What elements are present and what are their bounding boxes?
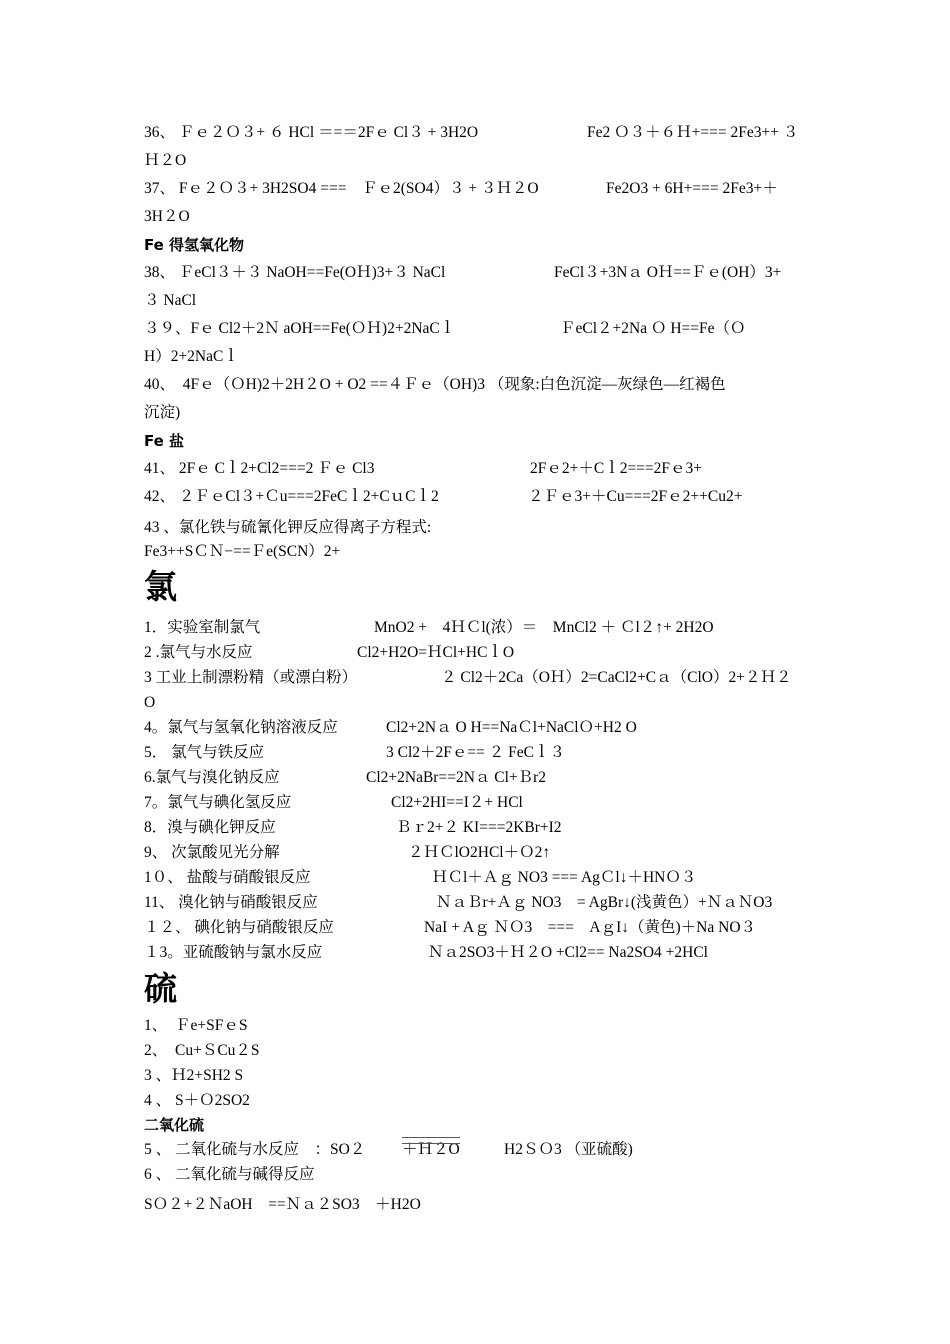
reaction-42-right: ２Ｆｅ3+＋Cu===2Fｅ2++Cu2+ xyxy=(528,488,743,505)
chlorine-reaction-equation: 3 Cl2＋2Fｅ== ２ FeCｌ３ xyxy=(386,744,565,761)
chlorine-reaction-label: 4。氯气与氢氧化钠溶液反应 xyxy=(144,719,338,736)
reaction-37-cont: 3H２O xyxy=(144,208,190,225)
chlorine-reaction-label: 9、 次氯酸见光分解 xyxy=(144,844,280,861)
heading-sulfur-dioxide: 二氧化硫 xyxy=(144,1116,205,1134)
chlorine-reaction-label: 8．溴与碘化钾反应 xyxy=(144,819,276,836)
chlorine-reaction-label: O xyxy=(144,694,156,711)
chlorine-reaction-equation: NaI + Aｇ ＮＯ3 === AｇI↓（黄色)＋Na NO３ xyxy=(424,919,757,936)
chlorine-reaction-label: 6.氯气与溴化钠反应 xyxy=(144,769,280,786)
reaction-38-right: FeCl３+3Nａ OＨ==Ｆｅ(OH）3+ xyxy=(554,264,782,281)
chlorine-reaction-equation: ＮａＢr+Ａｇ NO3 = AgBr↓(浅黄色）+ＮａＮO3 xyxy=(436,894,773,911)
reaction-37-right: Fe2O3 + 6H+=== 2Fe3+＋ xyxy=(606,180,778,197)
chlorine-reaction-equation: Cl2+H2O=ＨCl+HCｌO xyxy=(357,644,515,661)
chlorine-reaction-equation: Cl2+2Nａ O H==NaＣl+NaClＯ+H2 O xyxy=(386,719,637,736)
chlorine-reaction-equation: Ｂｒ2+２ KI===2KBr+I2 xyxy=(396,819,562,836)
reaction-37-left: 37、 Fｅ２Ｏ３+ 3H2SO4 === Ｆｅ2(SO4）３ + ３Ｈ２O xyxy=(144,180,539,197)
reaction-43: 43 、氯化铁与硫氰化钾反应得离子方程式: xyxy=(144,519,432,536)
reaction-36-left: 36、 Ｆｅ２Ｏ３+ ６ HCl ＝=＝2Fｅ Cl３ + 3H2O xyxy=(144,124,479,141)
reaction-42-left: 42、 ２ＦｅCl３+Ｃu===2FeCｌ2+CｕCｌ2 xyxy=(144,488,439,505)
sulfur-reaction: 3 、Ｈ2+SH2 S xyxy=(144,1067,244,1084)
heading-sulfur: 硫 xyxy=(144,969,177,1008)
heading-fe-salt: Fe 盐 xyxy=(144,432,185,450)
chlorine-reaction-equation: ＨＣl＋Ａｇ NO3 === AgＣl↓＋HNＯ３ xyxy=(432,869,697,886)
chlorine-reaction-label: 3 工业上制漂粉精（或漂白粉） xyxy=(144,669,358,686)
reaction-39-right: ＦeCl２+2Na Ｏ H==Fe（Ｏ xyxy=(560,320,746,337)
reaction-so2-base-equation: SＯ２+２ＮaOH ==Ｎａ２SO3 ＋H2O xyxy=(144,1196,421,1213)
reversible-arrow-icon xyxy=(402,1140,460,1160)
reaction-40: 40、 4Fｅ（ＯH)2＋2H２O + O2 ==４Ｆｅ（OH)3 （现象:白色沉淀—灰绿色—红褐色 xyxy=(144,376,726,393)
chlorine-reaction-label: 7。氯气与碘化氢反应 xyxy=(144,794,292,811)
heading-fe-hydroxide: Fe 得氢氧化物 xyxy=(144,236,245,254)
reaction-39-cont: H）2+2NaCｌ xyxy=(144,348,239,365)
reaction-so2-water-reagent xyxy=(402,1140,460,1160)
reaction-so2-water-left: 5 、 二氧化硫与水反应 ：SO２ xyxy=(144,1141,366,1158)
chlorine-reaction-label: １3。亚硫酸钠与氯水反应 xyxy=(144,944,323,961)
heading-chlorine: 氯 xyxy=(144,567,177,606)
chlorine-reaction-equation: ２ Cl2＋2Ca（OＨ）2=CaCl2+Cａ（ClO）2+２Ｈ２ xyxy=(441,669,792,686)
chlorine-reaction-label: 1０、 盐酸与硝酸银反应 xyxy=(144,869,311,886)
chlorine-reaction-equation: MnO2 + 4ＨＣl(浓）＝ MnCl2 ＋ Ｃl２↑+ 2H2O xyxy=(374,619,714,636)
reaction-40-cont: 沉淀) xyxy=(144,404,181,421)
reaction-39-left: ３９、Fｅ Cl2＋2Ｎ aOH==Fe(ＯＨ)2+2NaCｌ xyxy=(144,320,456,337)
reaction-41-right: 2Fｅ2+＋Cｌ2===2Fｅ3+ xyxy=(530,460,703,477)
reaction-so2-water-mid: ＋Ｈ２O xyxy=(402,1141,460,1158)
chlorine-reaction-equation: Cl2+2NaBr==2Nａ Cl+Ｂr2 xyxy=(366,769,547,786)
chlorine-reaction-label: 5． 氯气与铁反应 xyxy=(144,744,265,761)
chlorine-reaction-label: 2 .氯气与水反应 xyxy=(144,644,253,661)
chlorine-reaction-label: １２、 碘化钠与硝酸银反应 xyxy=(144,919,334,936)
reaction-38-left: 38、 ＦeCl３＋３ NaOH==Fe(OＨ)3+３ NaCl xyxy=(144,264,446,281)
chlorine-reaction-equation: Ｎａ2SO3＋Ｈ２O +Cl2== Na2SO4 +2HCl xyxy=(428,944,708,961)
reaction-so2-base: 6 、 二氧化硫与碱得反应 xyxy=(144,1166,315,1183)
reaction-41-left: 41、 2Fｅ Cｌ2+Cl2===2 Ｆｅ Cl3 xyxy=(144,460,375,477)
chlorine-reaction-equation: ２ＨＣlO2HCl＋Ｏ2↑ xyxy=(408,844,551,861)
reaction-36-right: Fe2 Ｏ３＋６Ｈ+=== 2Fe3++ ３ xyxy=(587,124,799,141)
chlorine-reaction-equation: Cl2+2HI==I２+ HCl xyxy=(391,794,523,811)
reaction-36-cont: Ｈ２O xyxy=(144,152,187,169)
sulfur-reaction: 1、 Ｆe+SFｅS xyxy=(144,1017,248,1034)
reaction-so2-water-product: H2ＳＯ3 （亚硫酸) xyxy=(504,1141,633,1158)
chlorine-reaction-label: 11、 溴化钠与硝酸银反应 xyxy=(144,894,318,911)
reaction-43-ion: Fe3++SＣＮ−==Ｆe(SCN）2+ xyxy=(144,543,341,560)
reaction-38-cont: ３ NaCl xyxy=(144,292,197,309)
sulfur-reaction: 2、 Cu+ＳCu２S xyxy=(144,1042,260,1059)
chlorine-reaction-label: 1．实验室制氯气 xyxy=(144,619,261,636)
sulfur-reaction: 4 、 S＋Ｏ2SO2 xyxy=(144,1092,250,1109)
